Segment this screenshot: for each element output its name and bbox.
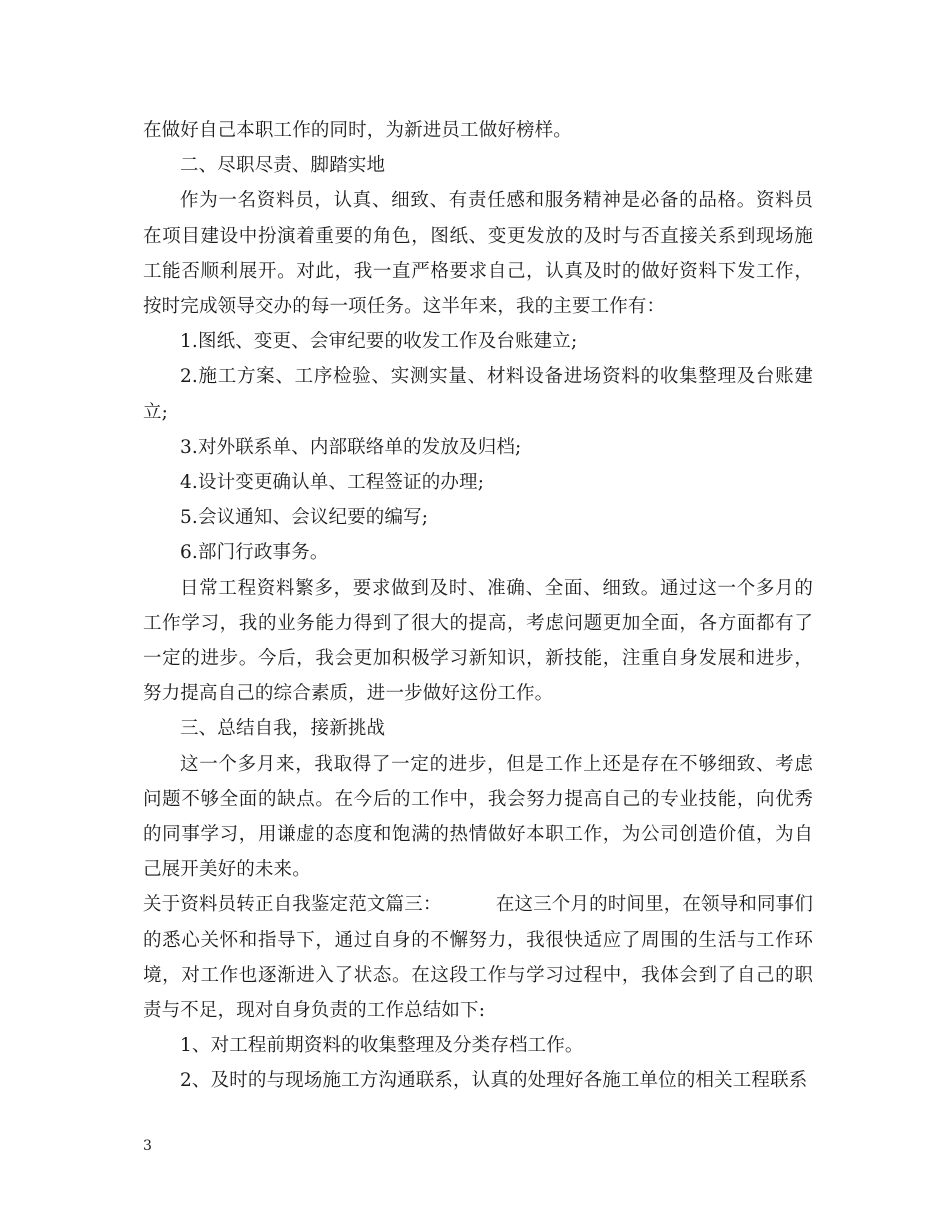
section-heading-2: 二、尽职尽责、脚踏实地 — [180, 155, 386, 177]
paragraph-daily-work: 日常工程资料繁多，要求做到及时、准确、全面、细致。通过这一个多月的工作学习，我的业务能力得到了很大的提高，考虑问题更加全面，各方面都有了一定的进步。今后，我会更加积极学习新知识，新技能，注重自身发展和进步，努力提高自己的综合素质，进一步做好这份工作。 — [143, 577, 813, 705]
list-item-3: 3.对外联系单、内部联络单的发放及归档; — [180, 436, 522, 458]
paragraph-sample-three: 关于资料员转正自我鉴定范文篇三： 在这三个月的时间里，在领导和同事们的悉心关怀和指导下，通过自身的不懈努力，我很快适应了周围的生活与工作环境，对工作也逐渐进入了状态。在这段工作与学习过程中，我体会到了自己的职责与不足，现对自身负责的工作总结如下: — [143, 894, 813, 1022]
page-number: 3 — [143, 1138, 152, 1154]
section-heading-3: 三、总结自我，接新挑战 — [180, 718, 386, 740]
list-item-2: 2.施工方案、工序检验、实测实量、材料设备进场资料的收集整理及台账建立; — [143, 366, 813, 423]
list-item-6: 6.部门行政事务。 — [180, 542, 329, 564]
document-body — [143, 113, 813, 1099]
paragraph-role-description: 作为一名资料员，认真、细致、有责任感和服务精神是必备的品格。资料员在项目建设中扮演着重要的角色，图纸、变更发放的及时与否直接关系到现场施工能否顺利展开。对此，我一直严格要求自己，认真及时的做好资料下发工作，按时完成领导交办的每一项任务。这半年来，我的主要工作有： — [143, 190, 813, 318]
paragraph-self-summary: 这一个多月来，我取得了一定的进步，但是工作上还是存在不够细致、考虑问题不够全面的缺点。在今后的工作中，我会努力提高自己的专业技能，向优秀的同事学习，用谦虚的态度和饱满的热情做好本职工作，为公司创造价值，为自己展开美好的未来。 — [143, 753, 813, 881]
list-item-1: 1.图纸、变更、会审纪要的收发工作及台账建立; — [180, 331, 578, 353]
list-item-5: 5.会议通知、会议纪要的编写; — [180, 507, 429, 529]
numbered-item-1: 1、对工程前期资料的收集整理及分类存档工作。 — [180, 1035, 584, 1057]
list-item-4: 4.设计变更确认单、工程签证的办理; — [180, 472, 485, 494]
paragraph-continuation: 在做好自己本职工作的同时，为新进员工做好榜样。 — [143, 120, 572, 141]
numbered-item-2: 2、及时的与现场施工方沟通联系，认真的处理好各施工单位的相关工程联系 — [180, 1070, 808, 1092]
